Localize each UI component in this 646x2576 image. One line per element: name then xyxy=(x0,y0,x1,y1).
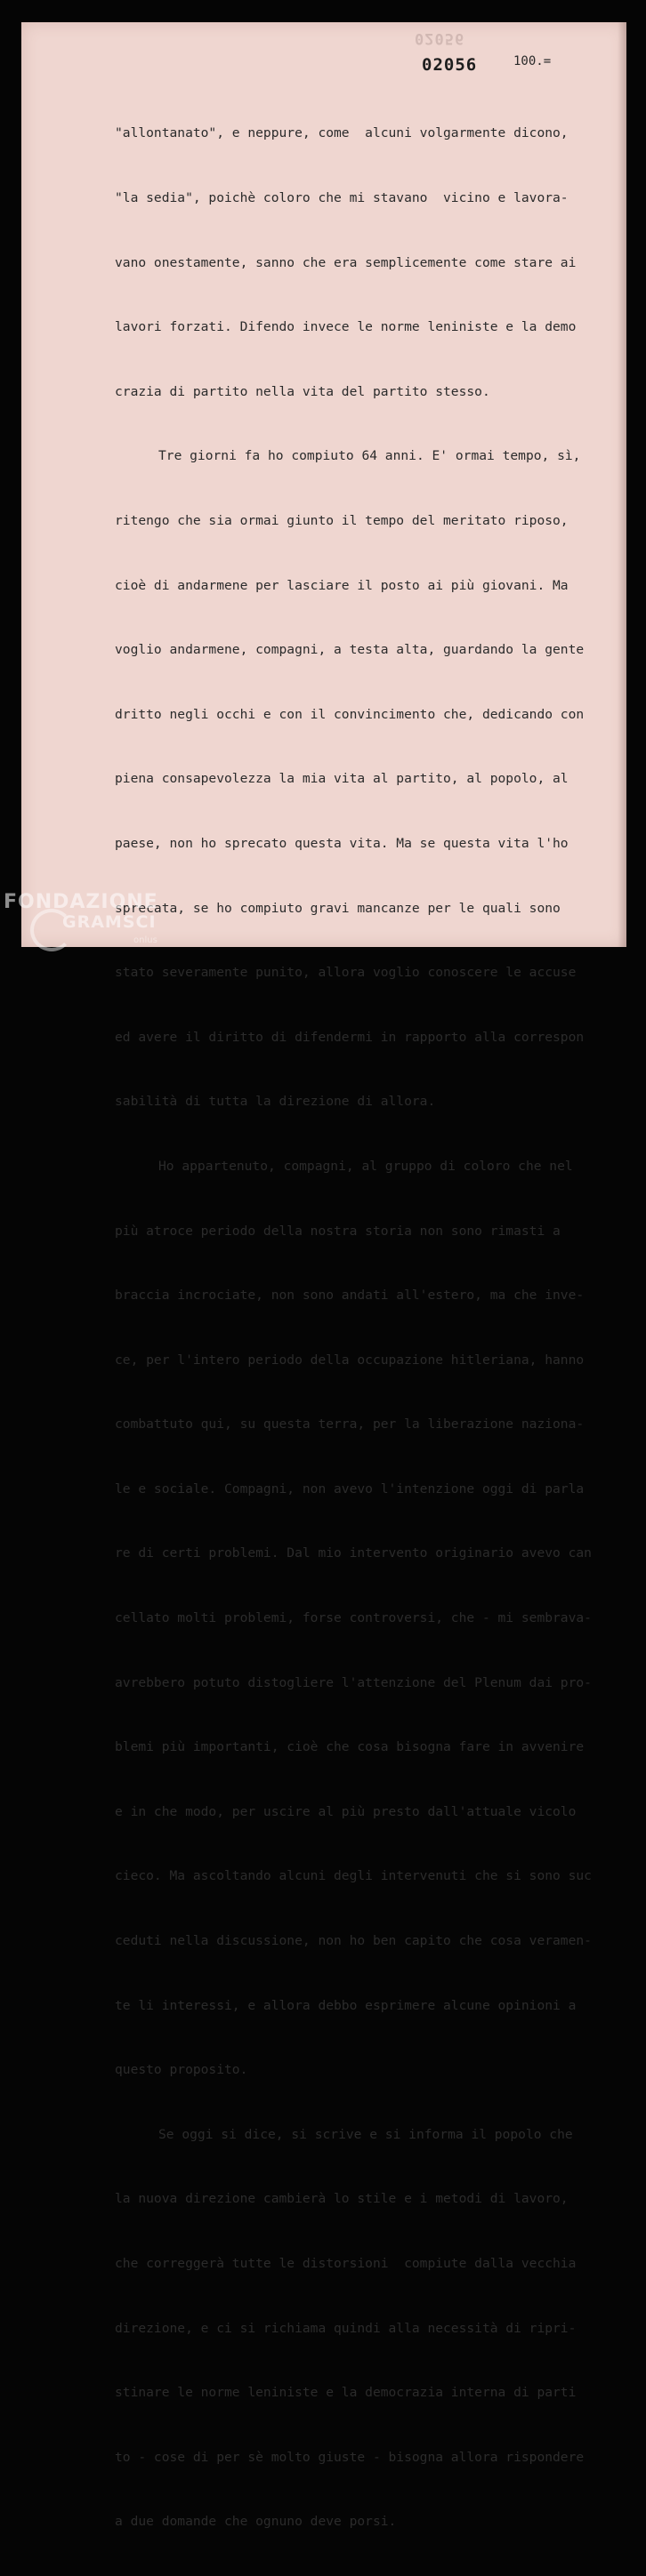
page-number: 100.= xyxy=(513,54,552,68)
text-line: braccia incrociate, non sono andati all'estero, ma che inve- xyxy=(115,1288,585,1304)
text-line: la nuova direzione cambierà lo stile e i metodi di lavoro, xyxy=(115,2191,569,2207)
text-line: sabilità di tutta la direzione di allora. xyxy=(115,1094,436,1110)
text-line: lavori forzati. Difendo invece le norme leniniste e la demo xyxy=(115,319,577,335)
text-line: crazia di partito nella vita del partito stesso. xyxy=(115,383,490,399)
watermark-line-fondazione: FONDAZIONE xyxy=(4,891,158,913)
archive-number-stamp: 02056 xyxy=(422,55,478,75)
text-line: blemi più importanti, cioè che cosa bisogna fare in avvenire xyxy=(115,1739,585,1755)
text-line: re di certi problemi. Dal mio intervento originario avevo can xyxy=(115,1545,592,1561)
paragraph-start-line: Tre giorni fa ho compiuto 64 anni. E' ormai tempo, sì, xyxy=(158,448,581,464)
text-line: sprecata, se ho compiuto gravi mancanze per le quali sono xyxy=(115,900,561,916)
text-line: "la sedia", poichè coloro che mi stavano vicino e lavora- xyxy=(115,190,569,205)
text-line: paese, non ho sprecato questa vita. Ma se questa vita l'ho xyxy=(115,835,569,851)
text-line: vano onestamente, sanno che era semplicemente come stare ai xyxy=(115,254,577,270)
typed-body-text xyxy=(115,80,595,2576)
text-line: più atroce periodo della nostra storia non sono rimasti a xyxy=(115,1223,561,1239)
bleed-through-archive-number: 02056 xyxy=(415,29,465,47)
text-line: avrebbero potuto distogliere l'attenzione del Plenum dai pro- xyxy=(115,1674,592,1690)
text-line: direzione, e ci si richiama quindi alla necessità di ripri- xyxy=(115,2320,577,2336)
text-line: ed avere il diritto di difendermi in rapporto alla correspon xyxy=(115,1029,585,1045)
text-line: cioè di andarmene per lasciare il posto ai più giovani. Ma xyxy=(115,577,569,593)
paragraph-start-line: Se oggi si dice, si scrive e si informa il popolo che xyxy=(158,2126,573,2142)
text-line: stato severamente punito, allora voglio conoscere le accuse xyxy=(115,965,577,981)
watermark-line-onlus: onlus xyxy=(133,935,157,945)
text-line: voglio andarmene, compagni, a testa alta, guardando la gente xyxy=(115,642,585,658)
text-line: questo proposito. xyxy=(115,2062,248,2078)
paragraph-start-line: Ho appartenuto, compagni, al gruppo di coloro che nel xyxy=(158,1158,573,1174)
text-line: ritengo che sia ormai giunto il tempo del meritato riposo, xyxy=(115,512,569,528)
text-line: a due domande che ognuno deve porsi. xyxy=(115,2514,397,2530)
watermark-line-gramsci: GRAMSCI xyxy=(62,912,157,932)
text-line: cieco. Ma ascoltando alcuni degli intervenuti che si sono suc xyxy=(115,1868,592,1884)
text-line: te li interessi, e allora debbo esprimere alcune opinioni a xyxy=(115,1997,577,2013)
text-line: e in che modo, per uscire al più presto dall'attuale vicolo xyxy=(115,1803,577,1819)
text-line: stinare le norme leniniste e la democrazia interna di parti xyxy=(115,2385,577,2401)
text-line: piena consapevolezza la mia vita al partito, al popolo, al xyxy=(115,771,569,787)
text-line: che correggerà tutte le distorsioni compiute dalla vecchia xyxy=(115,2256,577,2271)
text-line: "allontanato", e neppure, come alcuni volgarmente dicono, xyxy=(115,125,569,141)
text-line: ce, per l'intero periodo della occupazione hitleriana, hanno xyxy=(115,1352,585,1368)
text-line: cellato molti problemi, forse controversi, che - mi sembrava- xyxy=(115,1610,592,1626)
text-line: le e sociale. Compagni, non avevo l'intenzione oggi di parla xyxy=(115,1481,585,1497)
text-line: ceduti nella discussione, non ho ben capito che cosa veramen- xyxy=(115,1933,592,1949)
text-line: to - cose di per sè molto giuste - bisogna allora rispondere xyxy=(115,2449,585,2465)
text-line: dritto negli occhi e con il convincimento che, dedicando con xyxy=(115,706,585,722)
text-line: combattuto qui, su questa terra, per la liberazione naziona- xyxy=(115,1416,585,1432)
